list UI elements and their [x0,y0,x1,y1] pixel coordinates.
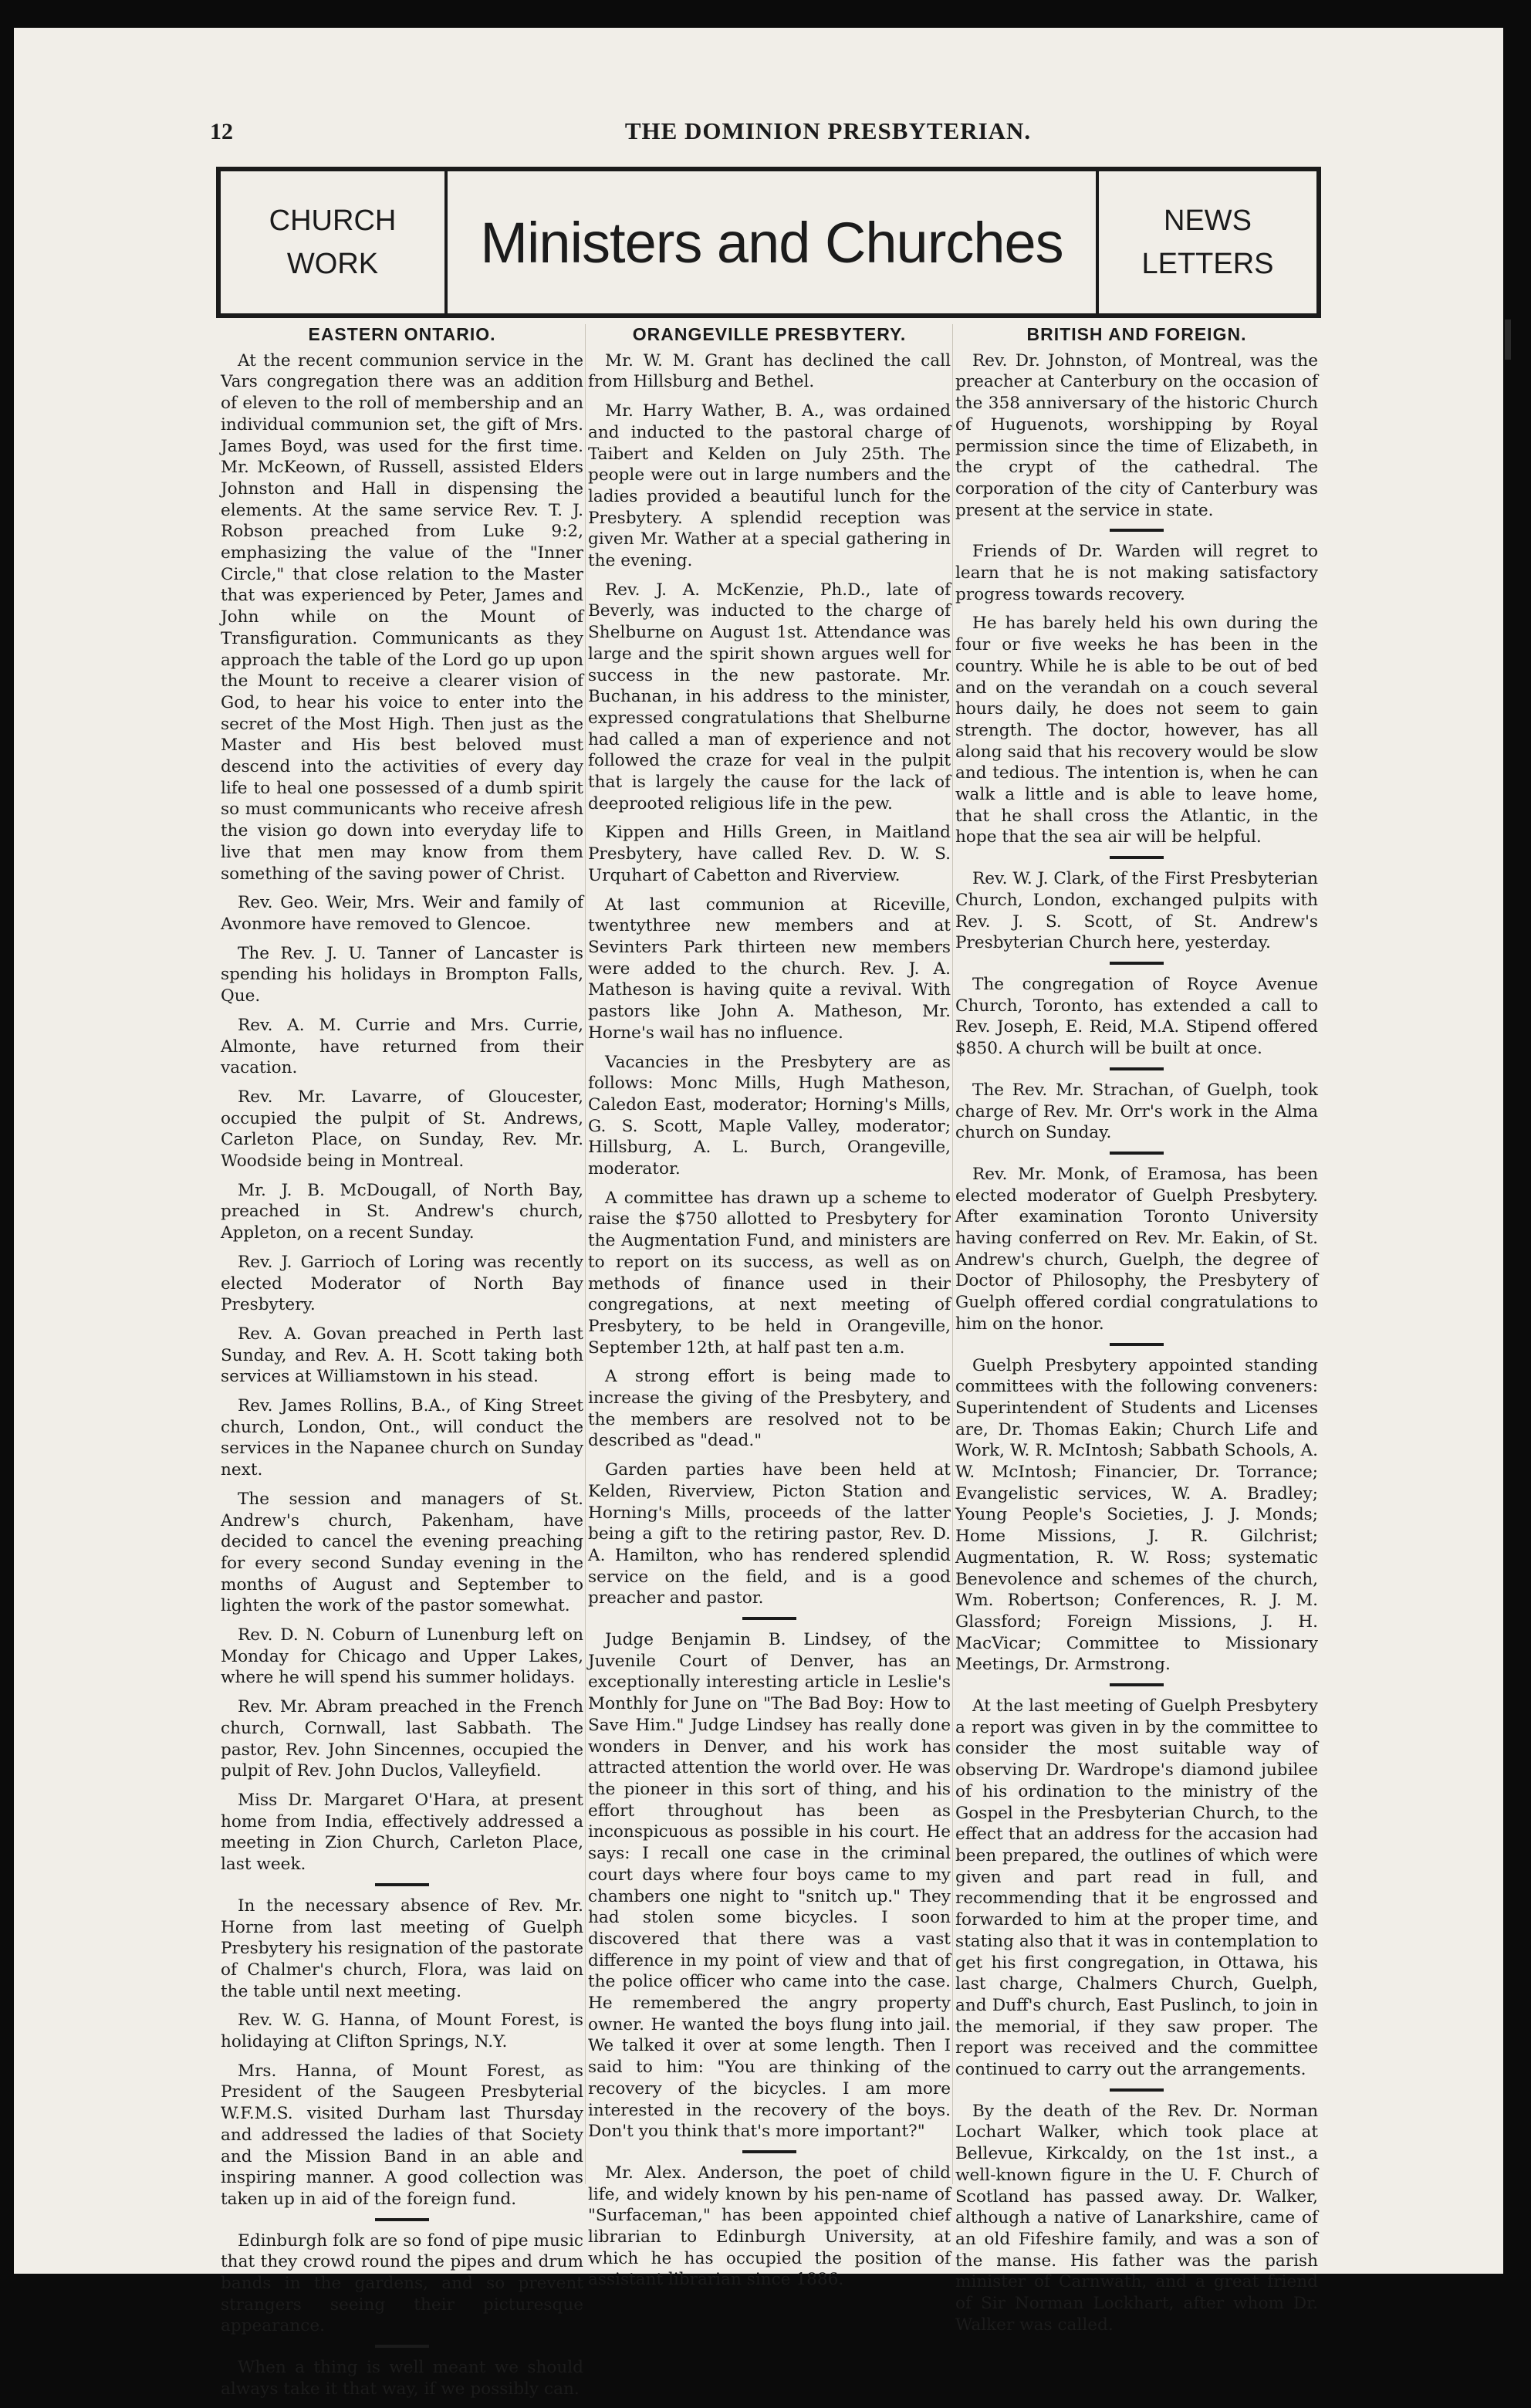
article-separator [1110,529,1164,532]
article-paragraph: Guelph Presbytery appointed standing committees with the following conveners: Superintendent of Students and Licenses are, Dr. Thomas Eakin; Church Life and Work, W. R. McIntosh; Sabbath Schools, A. W. McIntosh; Financier, Dr. Torrance; Evangelistic services, W. A. Bradley; Young People's Societies, J. J. Monds; Home Missions, J. R. Gilchrist; Augmentation, R. W. Ross; systematic Benevolence and schemes of the church, Wm. Robertson; Conferences, R. J. M. Glassford; Foreign Missions, J. H. MacVicar; Committee to Missionary Meetings, Dr. Armstrong. [955,1355,1318,1675]
article-separator [742,2150,796,2153]
article-paragraph: When a thing is well meant we should always take it that way, if we possibly can. [221,2358,583,2399]
article-separator [375,1883,429,1886]
article-paragraph: By the death of the Rev. Dr. Norman Lochart Walker, which took place at Bellevue, Kirkcaldy, on the 1st inst., a well-known figure in the U. F. Church of Scotland has passed away. Dr. Walker, although a native of Lanarkshire, came of an old Fifeshire family, and was a son of the manse. His father was the parish minister of Carnwath, and a great friend of Sir Norman Lockhart, after whom Dr. Walker was called. [955,2101,1318,2335]
column-heading: EASTERN ONTARIO. [308,324,496,344]
page-number: 12 [210,119,233,144]
section-masthead [216,167,1321,318]
article-paragraph: Rev. Geo. Weir, Mrs. Weir and family of Avonmore have removed to Glencoe. [221,893,583,934]
article-paragraph: At the recent communion service in the Vars congregation there was an addition of eleven to the roll of membership and an individual communion set, the gift of Mrs. James Boyd, was used for the first time. Mr. McKeown, of Russell, assisted Elders Johnston and Hall in dispensing the elements. At the same service Rev. T. J. Robson preached from Luke 9:2, emphasizing the value of the "Inner Circle," that close relation to the Master that was experienced by Peter, James and John while on the Mount of Transfiguration. Communicants as they approach the table of the Lord go up upon the Mount to receive a clearer vision of God, to hear his voice to enter into the secret of the Most High. Then just as the Master and His best beloved must descend into the activities of every day life to heal one possessed of a dumb spirit so must communicants who receive afresh the vision go down into everyday life to live that men may know from them something of the saving power of Christ. [221,350,583,884]
column-british-and-foreign [955,324,1318,2343]
column-gutter [952,324,953,2184]
article-paragraph: He has barely held his own during the four or five weeks he has been in the country. While he is able to be out of bed and on the verandah on a couch several hours daily, he does not seem to gain strength. The doctor, however, has all along said that his recovery would be slow and tedious. The intention is, when he can walk a little and is able to leave home, that he shall cross the Atlantic, in the hope that the sea air will be helpful. [955,614,1318,847]
article-paragraph: Rev. Mr. Abram preached in the French church, Cornwall, last Sabbath. The pastor, Rev. John Sincennes, occupied the pulpit of Rev. John Duclos, Valleyfield. [221,1697,583,1781]
article-paragraph: Garden parties have been held at Kelden, Riverview, Picton Station and Horning's Mills, proceeds of the latter being a gift to the retiring pastor, Rev. D. A. Hamilton, who has rendered splendid service on the field, and is a good preacher and pastor. [588,1460,951,1608]
article-separator [375,2218,429,2221]
article-separator [742,1617,796,1620]
article-paragraph: Rev. A. M. Currie and Mrs. Currie, Almonte, have returned from their vacation. [221,1015,583,1078]
article-separator [1110,1067,1164,1070]
article-separator [375,2345,429,2348]
article-paragraph: The session and managers of St. Andrew's church, Pakenham, have decided to cancel the evening preaching for every second Sunday evening in the months of August and September to lighten the work of the pastor somewhat. [221,1489,583,1616]
article-separator [1110,1683,1164,1686]
article-paragraph: Rev. Mr. Monk, of Eramosa, has been elected moderator of Guelph Presbytery. After examination Toronto University having conferred on Rev. Mr. Eakin, of St. Andrew's church, Guelph, the degree of Doctor of Philosophy, the Presbytery of Guelph offered cordial congratulations to him on the honor. [955,1164,1318,1334]
article-paragraph: Rev. J. A. McKenzie, Ph.D., late of Beverly, was inducted to the charge of Shelburne on August 1st. Attendance was large and the spirit shown argues well for success in the new pastorate. Mr. Buchanan, in his address to the minister, expressed congratulations that Shelburne had called a man of experience and not followed the craze for veal in the pulpit that is largely the cause for the lack of deeprooted religious life in the pew. [588,580,951,813]
article-paragraph: Mr. J. B. McDougall, of North Bay, preached in St. Andrew's church, Appleton, on a recent Sunday. [221,1180,583,1243]
article-paragraph: Mrs. Hanna, of Mount Forest, as President of the Saugeen Presbyterial W.F.M.S. visited Durham last Thursday and addressed the ladies of that Society and the Mission Band in an able and inspiring manner. A good collection was taken up in aid of the foreign fund. [221,2061,583,2209]
article-paragraph: In the necessary absence of Rev. Mr. Horne from last meeting of Guelph Presbytery his resignation of the pastorate of Chalmer's church, Flora, was laid on the table until next meeting. [221,1896,583,2001]
article-paragraph: At the last meeting of Guelph Presbytery a report was given in by the committee to consider the most suitable way of observing Dr. Wardrope's diamond jubilee of his ordination to the ministry of the Gospel in the Presbyterian Church, to the effect that an address for the accasion had been prepared, the outlines of which were given and part read in full, and recommending that it be engrossed and forwarded to him at the proper time, and stating also that it was in contemplation to get his first congregation, in Ottawa, his last charge, Chalmers Church, Guelph, and Duff's church, East Puslinch, to join in the memorial, if they saw proper. The report was received and the committee continued to carry out the arrangements. [955,1696,1318,2080]
article-paragraph: Mr. Alex. Anderson, the poet of child life, and widely known by his pen-name of "Surfaceman," has been appointed chief librarian to Edinburgh University, at which he has occupied the position of assistant librarian since 1886. [588,2163,951,2290]
newspaper-page [14,28,1503,2399]
article-paragraph: Judge Benjamin B. Lindsey, of the Juvenile Court of Denver, has an exceptionally interesting article in Leslie's Monthly for June on "The Bad Boy: How to Save Him." Judge Lindsey has really done wonders in Denver, and his work has attracted attention the world over. He was the pioneer in this sort of thing, and his effort throughout has been as inconspicuous as possible in his court. He says: I recall one case in the criminal court days where four boys came to my chambers one night to "snitch up." They had stolen some bicycles. I soon discovered that there was a vast difference in my point of view and that of the police officer who came into the case. He remembered the angry property owner. He wanted the boys flung into jail. We talked it over at some length. Then I said to him: "You are thinking of the recovery of the bicycles. I am more interested in the recovery of the boys. Don't you think that's more important?" [588,1630,951,2142]
article-separator [1110,1152,1164,1155]
publication-title: THE DOMINION PRESBYTERIAN. [624,117,1032,144]
article-paragraph: Rev. D. N. Coburn of Lunenburg left on Monday for Chicago and Upper Lakes, where he will spend his summer holidays. [221,1625,583,1688]
article-paragraph: Mr. Harry Wather, B. A., was ordained and inducted to the pastoral charge of Taibert and Kelden on July 25th. The people were out in large numbers and the ladies provided a beautiful lunch for the Presbytery. A splendid reception was given Mr. Wather at a special gathering in the evening. [588,401,951,571]
article-paragraph: The Rev. J. U. Tanner of Lancaster is spending his holidays in Brompton Falls, Que. [221,943,583,1006]
masthead-right-box [1096,171,1316,313]
article-paragraph: Rev. W. G. Hanna, of Mount Forest, is holidaying at Clifton Springs, N.Y. [221,2011,583,2052]
article-paragraph: Miss Dr. Margaret O'Hara, at present home from India, effectively addressed a meeting in Zion Church, Carleton Place, last week. [221,1791,583,1875]
article-paragraph: A strong effort is being made to increase the giving of the Presbytery, and the members are resolved not to be described as "dead." [588,1367,951,1451]
masthead-left-line2: WORK [286,248,379,280]
masthead-right-line2: LETTERS [1141,248,1274,280]
article-paragraph: The Rev. Mr. Strachan, of Guelph, took charge of Rev. Mr. Orr's work in the Alma church on Sunday. [955,1080,1318,1143]
column-heading: BRITISH AND FOREIGN. [1026,324,1247,344]
article-paragraph: Mr. W. M. Grant has declined the call from Hillsburg and Bethel. [588,350,951,392]
article-separator [1110,2088,1164,2092]
masthead-left-box [221,171,448,313]
column-orangeville-presbytery [588,324,951,2298]
article-paragraph: Rev. Dr. Johnston, of Montreal, was the preacher at Canterbury on the occasion of the 358 anniversary of the historic Church of Huguenots, worshipping by Royal permission since the time of Elizabeth, in the crypt of the cathedral. The corporation of the city of Canterbury was present at the service in state. [955,350,1318,520]
column-gutter [585,324,586,2184]
article-paragraph: Vacancies in the Presbytery are as follows: Monc Mills, Hugh Matheson, Caledon East, moderator; Horning's Mills, G. S. Scott, Maple Valley, moderator; Hillsburg, A. L. Burch, Orangeville, moderator. [588,1052,951,1179]
article-paragraph: Friends of Dr. Warden will regret to learn that he is not making satisfactory progress towards recovery. [955,542,1318,604]
masthead-right-line1: NEWS [1164,205,1252,237]
article-paragraph: Kippen and Hills Green, in Maitland Presbytery, have called Rev. D. W. S. Urquhart of Cabetton and Riverview. [588,823,951,885]
article-paragraph: The congregation of Royce Avenue Church, Toronto, has extended a call to Rev. Joseph, E. Reid, M.A. Stipend offered $850. A church will be built at once. [955,974,1318,1059]
article-paragraph: At last communion at Riceville, twentythree new members and at Sevinters Park thirteen new members were added to the church. Rev. J. A. Matheson is having quite a revival. With pastors like John A. Matheson, Mr. Horne's wail has no influence. [588,895,951,1043]
article-separator [1110,856,1164,859]
scan-edge-mark [1505,320,1511,360]
article-paragraph: Edinburgh folk are so fond of pipe music that they crowd round the pipes and drum bands in the gardens, and so prevent strangers seeing their picturesque appearance. [221,2230,583,2336]
article-separator [1110,1343,1164,1346]
article-paragraph: Rev. J. Garrioch of Loring was recently elected Moderator of North Bay Presbytery. [221,1252,583,1315]
article-paragraph: Rev. A. Govan preached in Perth last Sunday, and Rev. A. H. Scott taking both services at Williamstown in his stead. [221,1324,583,1387]
article-paragraph: A committee has drawn up a scheme to raise the $750 allotted to Presbytery for the Augmentation Fund, and ministers are to report on its success, as well as on methods of finance used in their congregations, at next meeting of Presbytery, to be held in Orangeville, September 12th, at half past ten a.m. [588,1188,951,1358]
article-paragraph: Rev. James Rollins, B.A., of King Street church, London, Ont., will conduct the services in the Napanee church on Sunday next. [221,1396,583,1480]
column-heading: ORANGEVILLE PRESBYTERY. [632,324,907,344]
masthead-left-line1: CHURCH [269,205,397,237]
column-eastern-ontario [221,324,583,2408]
article-paragraph: Rev. W. J. Clark, of the First Presbyterian Church, London, exchanged pulpits with Rev. J. S. Scott, of St. Andrew's Presbyterian Church here, yesterday. [955,869,1318,953]
article-paragraph: Rev. Mr. Lavarre, of Gloucester, occupied the pulpit of St. Andrews, Carleton Place, on Sunday, Rev. Mr. Woodside being in Montreal. [221,1087,583,1172]
section-title: Ministers and Churches [480,210,1063,275]
article-separator [1110,962,1164,965]
